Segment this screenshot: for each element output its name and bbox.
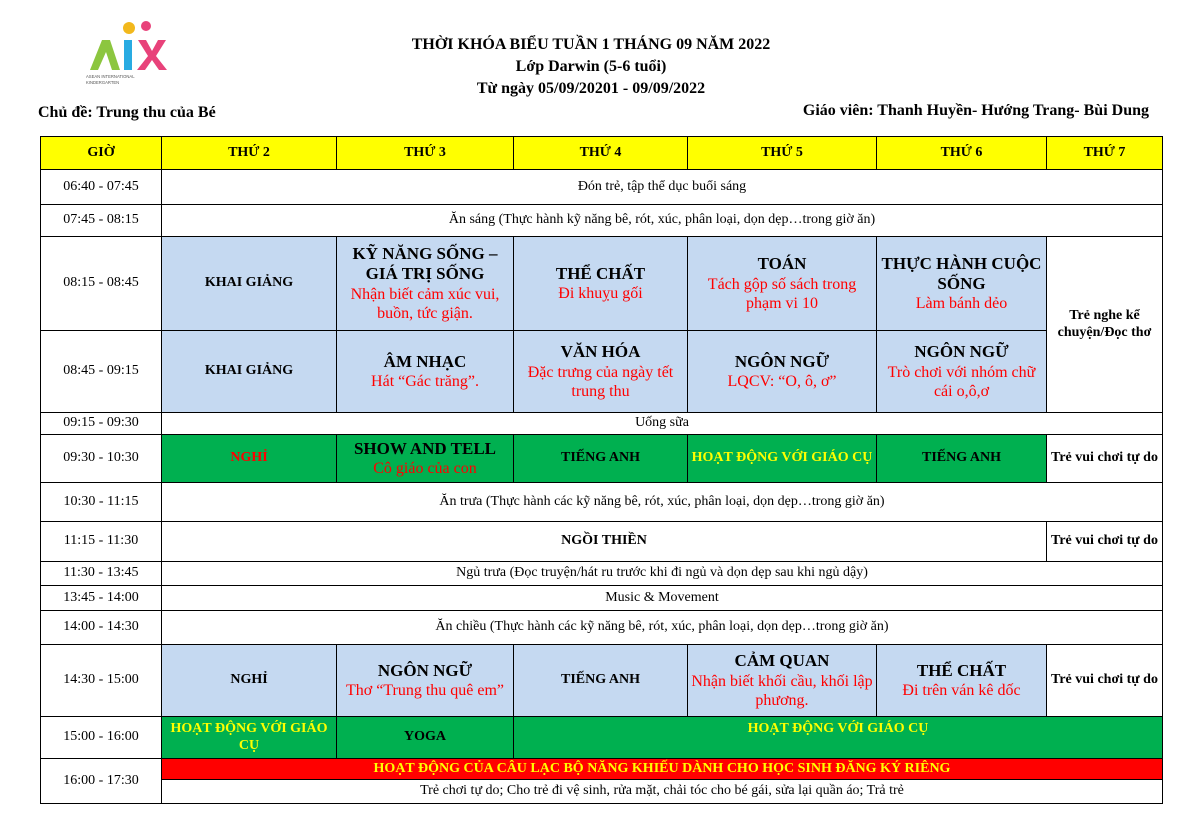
activity-cell: Ăn sáng (Thực hành kỹ năng bê, rót, xúc, phân loại, dọn dẹp…trong giờ ăn)	[162, 205, 1163, 237]
time-cell: 16:00 - 17:30	[41, 759, 162, 804]
activity-title: VĂN HÓA	[560, 342, 641, 362]
activity-title: ÂM NHẠC	[383, 351, 467, 371]
col-header-wed: THỨ 4	[514, 137, 688, 170]
activity-cell	[688, 331, 877, 413]
time-cell: 09:15 - 09:30	[41, 413, 162, 435]
activity-cell: Ăn trưa (Thực hành các kỹ năng bê, rót, xúc, phân loại, dọn dẹp…trong giờ ăn)	[162, 483, 1163, 522]
activity-cell: Trẻ vui chơi tự do	[1047, 435, 1163, 483]
activity-title: TOÁN	[757, 254, 807, 274]
activity-cell	[877, 237, 1047, 331]
table-row	[41, 780, 1163, 804]
class-name: Lớp Darwin (5-6 tuổi)	[515, 58, 667, 75]
activity-title: THỂ CHẤT	[916, 660, 1007, 680]
table-row	[41, 237, 1163, 331]
activity-detail: Thơ “Trung thu quê em”	[345, 682, 505, 700]
table-row	[41, 413, 1163, 435]
svg-text:ASEAN INTERNATIONAL: ASEAN INTERNATIONAL	[86, 74, 135, 79]
teachers-label: Giáo viên: Thanh Huyền- Hướng Trang- Bùi Dung	[802, 102, 1149, 119]
activity-title: SHOW AND TELL	[353, 438, 497, 458]
activity-cell: Trẻ vui chơi tự do	[1047, 645, 1163, 717]
activity-cell	[337, 435, 514, 483]
col-header-thu: THỨ 5	[688, 137, 877, 170]
table-row	[41, 586, 1163, 611]
activity-cell	[514, 331, 688, 413]
date-range: Từ ngày 05/09/20201 - 09/09/2022	[476, 80, 706, 97]
activity-title: NGÔN NGỮ	[377, 660, 473, 680]
col-header-time: GIỜ	[41, 137, 162, 170]
col-header-fri: THỨ 6	[877, 137, 1047, 170]
activity-detail: Nhận biết cảm xúc vui, buồn, tức giận.	[350, 285, 500, 322]
activity-detail: Hát “Gác trăng”.	[371, 373, 479, 391]
activity-detail: Đặc trưng của ngày tết trung thu	[527, 363, 674, 400]
activity-cell: Trẻ vui chơi tự do	[1047, 522, 1163, 562]
activity-title: KỸ NĂNG SỐNG – GIÁ TRỊ SỐNG	[352, 243, 498, 284]
activity-cell: TIẾNG ANH	[877, 435, 1047, 483]
activity-cell	[337, 645, 514, 717]
activity-title: THỰC HÀNH CUỘC SỐNG	[881, 253, 1042, 293]
activity-cell	[337, 331, 514, 413]
time-cell: 08:15 - 08:45	[41, 237, 162, 331]
time-cell: 11:30 - 13:45	[41, 562, 162, 586]
time-cell: 11:15 - 11:30	[41, 522, 162, 562]
table-row	[41, 611, 1163, 645]
col-header-mon: THỨ 2	[162, 137, 337, 170]
activity-cell: NGHỈ	[162, 435, 337, 483]
activity-detail: Làm bánh dẻo	[915, 295, 1008, 313]
col-header-tue: THỨ 3	[337, 137, 514, 170]
table-row	[41, 483, 1163, 522]
time-cell: 15:00 - 16:00	[41, 717, 162, 759]
activity-cell: KHAI GIẢNG	[162, 331, 337, 413]
activity-cell: Ăn chiều (Thực hành các kỹ năng bê, rót, xúc, phân loại, dọn dẹp…trong giờ ăn)	[162, 611, 1163, 645]
time-cell: 13:45 - 14:00	[41, 586, 162, 611]
table-row	[41, 331, 1163, 413]
svg-text:KINDERGARTEN: KINDERGARTEN	[86, 80, 120, 85]
activity-cell	[337, 237, 514, 331]
activity-cell: TIẾNG ANH	[514, 645, 688, 717]
activity-cell	[514, 237, 688, 331]
table-row	[41, 170, 1163, 205]
activity-title: NGÔN NGỮ	[734, 351, 830, 371]
activity-detail: LQCV: “O, ô, ơ”	[727, 373, 837, 391]
time-cell: 07:45 - 08:15	[41, 205, 162, 237]
activity-cell: Trẻ chơi tự do; Cho trẻ đi vệ sinh, rửa mặt, chải tóc cho bé gái, sửa lại quần áo; Trả trẻ	[162, 780, 1163, 804]
col-header-sat: THỨ 7	[1047, 137, 1163, 170]
activity-cell: Ngủ trưa (Đọc truyện/hát ru trước khi đi ngủ và dọn dẹp sau khi ngủ dậy)	[162, 562, 1163, 586]
timetable	[40, 136, 1163, 804]
activity-cell: HOẠT ĐỘNG VỚI GIÁO CỤ	[162, 717, 337, 759]
activity-title: NGÔN NGỮ	[914, 342, 1009, 362]
activity-cell: KHAI GIẢNG	[162, 237, 337, 331]
club-activity-cell: HOẠT ĐỘNG CỦA CÂU LẠC BỘ NĂNG KHIẾU DÀNH CHO HỌC SINH ĐĂNG KÝ RIÊNG	[162, 759, 1163, 780]
time-cell: 08:45 - 09:15	[41, 331, 162, 413]
activity-cell	[877, 645, 1047, 717]
activity-detail: Cô giáo của con	[373, 460, 477, 478]
activity-detail: Nhận biết khối cầu, khối lập phương.	[691, 672, 873, 709]
activity-title: CẢM QUAN	[734, 651, 830, 671]
activity-cell	[877, 331, 1047, 413]
activity-cell: Music & Movement	[162, 586, 1163, 611]
activity-cell: Uống sữa	[162, 413, 1163, 435]
table-row	[41, 522, 1163, 562]
table-row	[41, 645, 1163, 717]
activity-detail: Tách gộp số sách trong phạm vi 10	[707, 275, 857, 312]
header-row	[41, 137, 1163, 170]
activity-cell: NGHỈ	[162, 645, 337, 717]
time-cell: 06:40 - 07:45	[41, 170, 162, 205]
time-cell: 10:30 - 11:15	[41, 483, 162, 522]
activity-detail: Đi trên ván kê dốc	[902, 682, 1021, 700]
schedule-title: THỜI KHÓA BIỂU TUẦN 1 THÁNG 09 NĂM 2022	[411, 36, 771, 53]
activity-cell: HOẠT ĐỘNG VỚI GIÁO CỤ	[688, 435, 877, 483]
activity-cell: HOẠT ĐỘNG VỚI GIÁO CỤ	[514, 717, 1163, 759]
table-row	[41, 562, 1163, 586]
table-row	[41, 205, 1163, 237]
topic-label: Chủ đề: Trung thu của Bé	[38, 104, 216, 121]
activity-title: THỂ CHẤT	[555, 263, 646, 283]
time-cell: 09:30 - 10:30	[41, 435, 162, 483]
activity-cell	[688, 645, 877, 717]
table-row	[41, 759, 1163, 780]
activity-detail: Đi khuỵu gối	[558, 285, 643, 303]
activity-cell: YOGA	[337, 717, 514, 759]
activity-cell: Đón trẻ, tập thể dục buổi sáng	[162, 170, 1163, 205]
activity-cell: NGỒI THIỀN	[162, 522, 1047, 562]
time-cell: 14:30 - 15:00	[41, 645, 162, 717]
activity-cell: Trẻ nghe kể chuyện/Đọc thơ	[1047, 237, 1163, 413]
activity-cell	[688, 237, 877, 331]
table-row	[41, 717, 1163, 759]
table-row	[41, 435, 1163, 483]
activity-detail: Trò chơi với nhóm chữ cái o,ô,ơ	[887, 363, 1036, 400]
time-cell: 14:00 - 14:30	[41, 611, 162, 645]
activity-cell: TIẾNG ANH	[514, 435, 688, 483]
